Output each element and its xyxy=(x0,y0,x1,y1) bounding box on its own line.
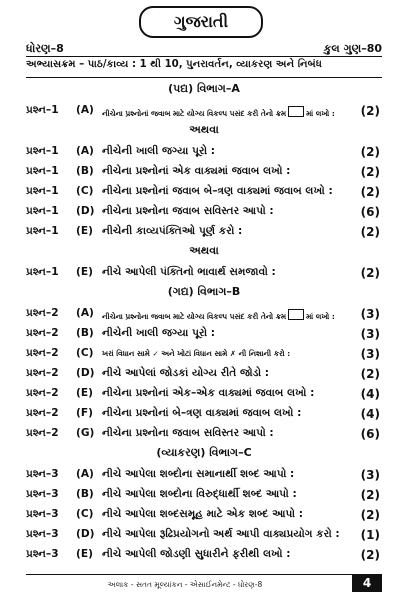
question-text xyxy=(102,185,333,198)
marks-label: (3) xyxy=(360,307,380,321)
question-text xyxy=(102,205,274,218)
question-number: પ્રશ્ન–3 xyxy=(26,488,59,500)
marks-label: (2) xyxy=(360,488,380,502)
sub-question-label: (G) xyxy=(76,427,95,439)
question-row xyxy=(26,344,382,364)
question-text xyxy=(102,309,335,322)
question-number: પ્રશ્ન–1 xyxy=(26,104,59,116)
sub-question-label: (D) xyxy=(76,367,95,379)
question-number: પ્રશ્ન–1 xyxy=(26,225,59,237)
question-text xyxy=(102,387,314,400)
question-text xyxy=(102,548,290,561)
subject-title: ગુજરાતી xyxy=(139,6,263,38)
footer-text: અલાક - સતત મૂલ્યાંકન - એસાઈનમેન્ટ - ધોરણ-8 xyxy=(107,580,263,589)
question-text-main: નીચેના પ્રશ્નોના જવાબ માટે યોગ્ય વિકલ્પ પસંદ કરી તેનો ક્રમ xyxy=(102,312,287,321)
question-number: પ્રશ્ન–1 xyxy=(26,165,59,177)
sub-question-label: (C) xyxy=(76,185,94,197)
question-text-main: નીચેના પ્રશ્નોના જવાબ સવિસ્તર આપો : xyxy=(102,427,274,439)
question-text-main: નીચે આપેલા શબ્દસમૂહ માટે એક શબ્દ આપો : xyxy=(102,508,304,520)
sub-question-label: (E) xyxy=(76,225,93,237)
divider xyxy=(26,77,382,78)
question-text-main: નીચેની કાવ્યપંક્તિઓ પૂર્ણ કરો : xyxy=(102,225,243,237)
marks-label: (3) xyxy=(360,468,380,482)
marks-label: (2) xyxy=(360,225,380,239)
question-text-main: નીચેના પ્રશ્નોનાં જવાબ બે–ત્રણ વાક્યમાં જવાબ લખો : xyxy=(102,185,333,197)
question-text xyxy=(102,266,276,279)
question-row xyxy=(26,162,382,182)
question-text xyxy=(102,528,340,541)
marks-label: (3) xyxy=(360,327,380,341)
section-heading: અથવા xyxy=(189,244,219,257)
question-row xyxy=(26,304,382,324)
question-text xyxy=(102,407,301,420)
question-number: પ્રશ્ન–3 xyxy=(26,468,59,480)
question-text xyxy=(102,165,290,178)
question-row xyxy=(26,545,382,565)
marks-label: (2) xyxy=(360,185,380,199)
question-text-main: નીચેના પ્રશ્નોનાં બે–ત્રણ વાક્યમાં જવાબ લખો : xyxy=(102,407,302,419)
question-text-main: નીચે આપેલી પંક્તિનો ભાવાર્થ સમજાવો : xyxy=(102,266,276,278)
question-row xyxy=(26,101,382,121)
question-row xyxy=(26,384,382,404)
question-row xyxy=(26,465,382,485)
section-heading: અથવા xyxy=(189,123,219,136)
sub-question-label: (C) xyxy=(76,508,94,520)
sub-question-label: (B) xyxy=(76,488,94,500)
question-list xyxy=(26,80,382,565)
answer-box-icon xyxy=(288,309,304,320)
marks-label: (2) xyxy=(360,104,380,118)
sub-question-label: (A) xyxy=(76,145,94,157)
question-number: પ્રશ્ન–2 xyxy=(26,407,59,419)
question-text xyxy=(102,225,242,238)
sub-question-label: (D) xyxy=(76,528,95,540)
syllabus-line: અભ્યાસક્રમ – પાઠ/કાવ્ય : 1 થી 10, પુનરાવર્તન, વ્યાકરણ અને નિબંધ xyxy=(26,59,322,70)
question-row xyxy=(26,142,382,162)
sub-question-label: (C) xyxy=(76,347,94,359)
question-row xyxy=(26,324,382,344)
sub-question-label: (B) xyxy=(76,327,94,339)
question-text xyxy=(102,508,303,521)
section-heading: (વ્યાકરણ) વિભાગ–C xyxy=(156,446,252,459)
question-number: પ્રશ્ન–2 xyxy=(26,307,59,319)
page-number: 4 xyxy=(352,574,382,592)
question-number: પ્રશ્ન–1 xyxy=(26,145,59,157)
marks-label: (4) xyxy=(360,407,380,421)
question-text-main: નીચે આપેલી જોડણી સુધારીને ફરીથી લખો : xyxy=(102,548,291,560)
question-number: પ્રશ્ન–2 xyxy=(26,327,59,339)
question-row xyxy=(26,485,382,505)
sub-question-label: (A) xyxy=(76,104,94,116)
marks-label: (2) xyxy=(360,367,380,381)
marks-label: (2) xyxy=(360,266,380,280)
question-number: પ્રશ્ન–1 xyxy=(26,266,59,278)
question-text-main: નીચેના પ્રશ્નોનાં જવાબ માટે યોગ્ય વિકલ્પ પસંદ કરી તેનો ક્રમ xyxy=(102,109,287,118)
question-text-main: નીચે આપેલા શબ્દોના વિરુદ્ધાર્થી શબ્દ આપો : xyxy=(102,488,297,500)
sub-question-label: (A) xyxy=(76,307,94,319)
question-text xyxy=(102,468,294,481)
question-text-main: નીચે આપેલા શબ્દોના સમાનાર્થી શબ્દ આપો : xyxy=(102,468,295,480)
sub-question-label: (A) xyxy=(76,468,94,480)
marks-label: (6) xyxy=(360,427,380,441)
marks-label: (6) xyxy=(360,205,380,219)
class-label: ધોરણ–8 xyxy=(26,42,64,55)
sub-question-label: (F) xyxy=(76,407,93,419)
question-text-main: નીચેના પ્રશ્નોનાં એક વાક્યમાં જવાબ લખો : xyxy=(102,165,291,177)
footer-divider xyxy=(26,574,382,575)
question-number: પ્રશ્ન–3 xyxy=(26,548,59,560)
marks-label: (2) xyxy=(360,508,380,522)
marks-label: (2) xyxy=(360,145,380,159)
question-number: પ્રશ્ન–2 xyxy=(26,427,59,439)
total-marks: કુલ ગુણ–80 xyxy=(323,42,382,55)
question-number: પ્રશ્ન–3 xyxy=(26,508,59,520)
question-row xyxy=(26,182,382,202)
question-row xyxy=(26,202,382,222)
sub-question-label: (E) xyxy=(76,387,93,399)
sub-question-label: (E) xyxy=(76,266,93,278)
question-text xyxy=(102,145,215,158)
question-number: પ્રશ્ન–2 xyxy=(26,347,59,359)
question-text-tail: માં લખો : xyxy=(306,312,335,321)
marks-label: (4) xyxy=(360,387,380,401)
marks-label: (1) xyxy=(360,528,380,542)
question-number: પ્રશ્ન–2 xyxy=(26,387,59,399)
question-number: પ્રશ્ન–1 xyxy=(26,185,59,197)
question-text-main: નીચેના પ્રશ્નોનાં એક–એક વાક્યમાં જવાબ લખો : xyxy=(102,387,315,399)
question-text xyxy=(102,106,335,119)
marks-label: (3) xyxy=(360,347,380,361)
question-text-main: ખરાં વિધાન સામે ✓ અને ખોટાં વિધાન સામે ✗ ની નિશાની કરો : xyxy=(102,349,291,358)
question-text xyxy=(102,488,297,501)
question-text xyxy=(102,427,274,440)
question-text-main: નીચે આપેલાં જોડકાં યોગ્ય રીતે જોડો : xyxy=(102,367,270,379)
question-text xyxy=(102,349,290,359)
marks-label: (2) xyxy=(360,165,380,179)
question-number: પ્રશ્ન–2 xyxy=(26,367,59,379)
question-row xyxy=(26,505,382,525)
question-text xyxy=(102,367,269,380)
question-row xyxy=(26,222,382,242)
section-heading: (ગદ્ય) વિભાગ–B xyxy=(167,285,241,298)
answer-box-icon xyxy=(288,106,304,117)
question-row xyxy=(26,364,382,384)
sub-question-label: (B) xyxy=(76,165,94,177)
sub-question-label: (D) xyxy=(76,205,95,217)
marks-label: (2) xyxy=(360,548,380,562)
question-row xyxy=(26,263,382,283)
question-text-tail: માં લખો : xyxy=(306,109,335,118)
question-text xyxy=(102,327,215,340)
question-text-main: નીચે આપેલા રૂઢિપ્રયોગનો અર્થ આપી વાક્યપ્રયોગ કરો : xyxy=(102,528,340,540)
question-text-main: નીચેના પ્રશ્નોના જવાબ સવિસ્તર આપો : xyxy=(102,205,274,217)
header-row xyxy=(26,40,382,56)
divider xyxy=(26,56,382,57)
sub-question-label: (E) xyxy=(76,548,93,560)
question-number: પ્રશ્ન–1 xyxy=(26,205,59,217)
question-row xyxy=(26,525,382,545)
section-heading: (પદ્ય) વિભાગ–A xyxy=(168,82,240,95)
question-number: પ્રશ્ન–3 xyxy=(26,528,59,540)
question-text-main: નીચેની ખાલી જગ્યા પૂરો : xyxy=(102,327,216,339)
question-text-main: નીચેની ખાલી જગ્યા પૂરો : xyxy=(102,145,216,157)
question-row xyxy=(26,424,382,444)
question-row xyxy=(26,404,382,424)
